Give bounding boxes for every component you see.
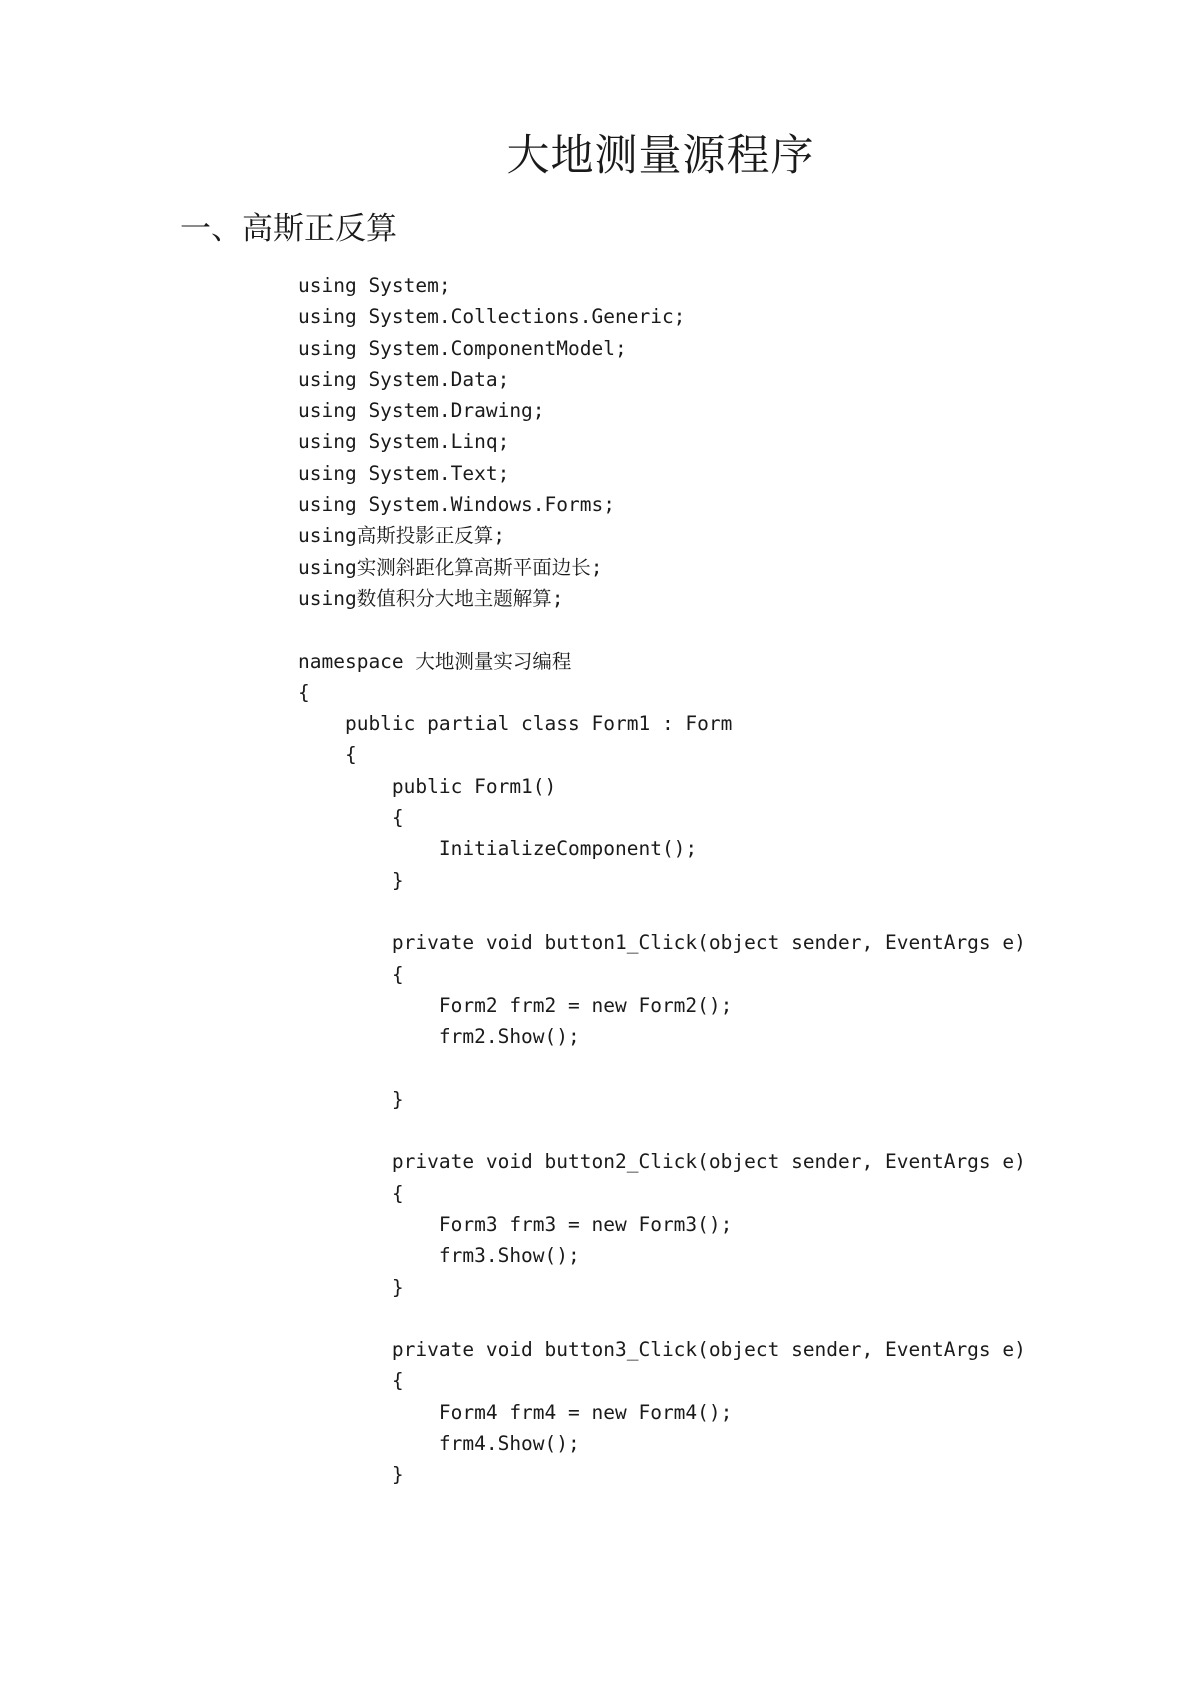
code-line: using System.ComponentModel;: [298, 336, 627, 360]
code-line: private void button1_Click(object sender, EventArgs e): [298, 931, 1026, 955]
code-line: [298, 896, 1026, 927]
code-line: using数值积分大地主题解算;: [298, 586, 564, 610]
code-line: {: [298, 962, 404, 986]
code-line: public partial class Form1 : Form: [298, 712, 733, 736]
code-line: {: [298, 743, 357, 767]
code-line: frm4.Show();: [298, 1431, 580, 1455]
code-line: private void button3_Click(object sender, EventArgs e): [298, 1338, 1026, 1362]
code-line: private void button2_Click(object sender, EventArgs e): [298, 1150, 1026, 1174]
code-line: using System.Data;: [298, 367, 510, 391]
code-line: frm2.Show();: [298, 1025, 580, 1049]
code-line: using System.Windows.Forms;: [298, 493, 615, 517]
section-heading: 一、高斯正反算: [180, 211, 397, 247]
code-line: [298, 1115, 1026, 1146]
code-line: [298, 1303, 1026, 1334]
code-line: frm3.Show();: [298, 1244, 580, 1268]
code-line: namespace 大地测量实习编程: [298, 649, 572, 673]
code-line: using System.Drawing;: [298, 399, 545, 423]
code-line: }: [298, 1087, 404, 1111]
code-line: }: [298, 1463, 404, 1487]
code-line: using System.Collections.Generic;: [298, 305, 686, 329]
code-line: InitializeComponent();: [298, 837, 698, 861]
document-title: 大地测量源程序: [506, 131, 815, 181]
code-line: {: [298, 680, 310, 704]
code-line: using实测斜距化算高斯平面边长;: [298, 555, 603, 579]
code-line: using高斯投影正反算;: [298, 524, 505, 548]
code-line: }: [298, 868, 404, 892]
code-line: using System;: [298, 274, 451, 297]
code-block: [298, 270, 1026, 1491]
code-line: {: [298, 1369, 404, 1393]
code-line: }: [298, 1275, 404, 1299]
code-line: {: [298, 806, 404, 830]
code-line: [298, 614, 1026, 645]
code-line: public Form1(): [298, 774, 557, 798]
code-line: [298, 1052, 1026, 1083]
code-line: using System.Linq;: [298, 430, 510, 454]
code-line: Form2 frm2 = new Form2();: [298, 993, 733, 1017]
code-line: {: [298, 1181, 404, 1205]
code-line: Form4 frm4 = new Form4();: [298, 1400, 733, 1424]
code-line: using System.Text;: [298, 461, 510, 485]
code-line: Form3 frm3 = new Form3();: [298, 1212, 733, 1236]
